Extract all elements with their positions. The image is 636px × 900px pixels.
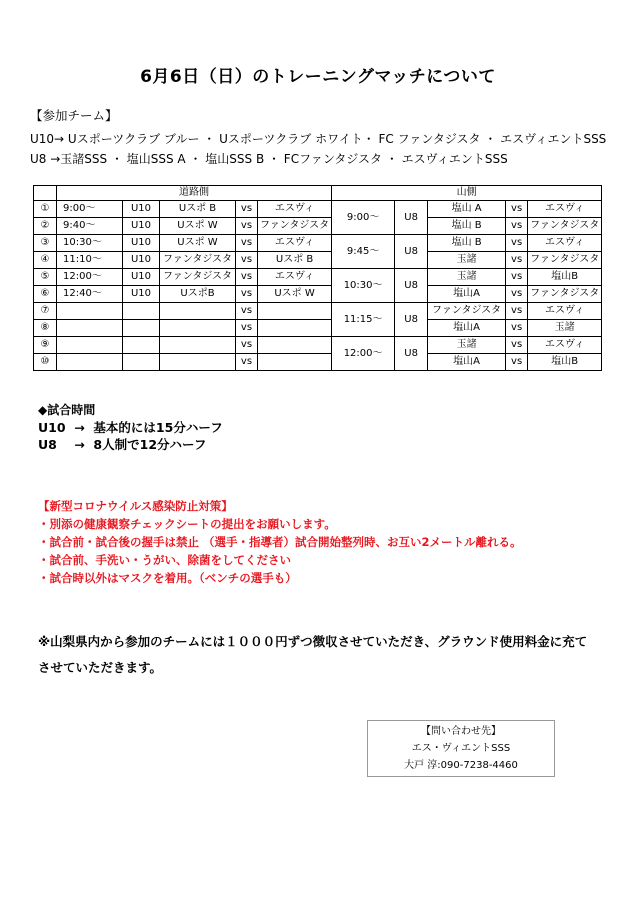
mountain-away-team: 塩山B bbox=[528, 269, 602, 286]
match-number: ⑤ bbox=[34, 269, 57, 286]
road-time bbox=[57, 337, 123, 354]
match-number: ⑥ bbox=[34, 286, 57, 303]
road-vs: vs bbox=[236, 201, 258, 218]
page-title: 6月6日（日）のトレーニングマッチについて bbox=[140, 67, 496, 87]
table-row bbox=[34, 286, 602, 303]
table-row bbox=[34, 337, 602, 354]
mountain-home-team: 玉諸 bbox=[428, 252, 506, 269]
mountain-vs: vs bbox=[506, 201, 528, 218]
table-row bbox=[34, 252, 602, 269]
road-category: U10 bbox=[123, 218, 160, 235]
road-vs: vs bbox=[236, 252, 258, 269]
road-time bbox=[57, 303, 123, 320]
road-category: U10 bbox=[123, 286, 160, 303]
match-time-u10: U10 → 基本的には15分ハーフ bbox=[38, 420, 223, 435]
mountain-home-team: 塩山 A bbox=[428, 201, 506, 218]
road-home-team: Uスポ W bbox=[160, 235, 236, 252]
mountain-category: U8 bbox=[395, 269, 428, 303]
schedule-table bbox=[33, 185, 602, 371]
mountain-vs: vs bbox=[506, 337, 528, 354]
table-row bbox=[34, 201, 602, 218]
mountain-away-team: ファンタジスタ bbox=[528, 286, 602, 303]
road-category: U10 bbox=[123, 269, 160, 286]
corner-cell bbox=[34, 186, 57, 201]
road-away-team: エスヴィ bbox=[258, 201, 332, 218]
mountain-vs: vs bbox=[506, 320, 528, 337]
mountain-vs: vs bbox=[506, 235, 528, 252]
match-number: ④ bbox=[34, 252, 57, 269]
road-home-team: ファンタジスタ bbox=[160, 269, 236, 286]
match-number: ① bbox=[34, 201, 57, 218]
road-away-team: ファンタジスタ bbox=[258, 218, 332, 235]
road-away-team: エスヴィ bbox=[258, 269, 332, 286]
mountain-home-team: ファンタジスタ bbox=[428, 303, 506, 320]
fee-note: ※山梨県内から参加のチームには１０００円ずつ徴収させていただき、グラウンド使用料金に充てさせていただきます。 bbox=[38, 634, 588, 675]
match-time-heading: ◆試合時間 bbox=[38, 403, 96, 417]
mountain-away-team: ファンタジスタ bbox=[528, 218, 602, 235]
covid-item: ・試合時以外はマスクを着用。（ベンチの選手も） bbox=[38, 571, 297, 585]
mountain-away-team: ファンタジスタ bbox=[528, 252, 602, 269]
mountain-vs: vs bbox=[506, 303, 528, 320]
covid-item: ・試合前、手洗い・うがい、除菌をしてください bbox=[38, 553, 291, 567]
road-vs: vs bbox=[236, 320, 258, 337]
covid-item: ・試合前・試合後の握手は禁止 （選手・指導者）試合開始整列時、お互い2メートル離れる。 bbox=[38, 535, 522, 549]
road-time bbox=[57, 354, 123, 371]
match-time-u8: U8 → 8人制で12分ハーフ bbox=[38, 437, 207, 452]
u10-teams: U10→ Uスポーツクラブ ブルー ・ Uスポーツクラブ ホワイト・ FC ファンタジスタ ・ エスヴィエントSSS bbox=[30, 132, 607, 146]
road-category: U10 bbox=[123, 252, 160, 269]
mountain-away-team: エスヴィ bbox=[528, 303, 602, 320]
road-time: 11:10～ bbox=[57, 252, 123, 269]
road-vs: vs bbox=[236, 337, 258, 354]
road-category bbox=[123, 320, 160, 337]
schedule-header-row bbox=[34, 186, 602, 201]
mountain-category: U8 bbox=[395, 337, 428, 371]
match-number: ⑩ bbox=[34, 354, 57, 371]
road-time: 9:00～ bbox=[57, 201, 123, 218]
table-row bbox=[34, 320, 602, 337]
road-time bbox=[57, 320, 123, 337]
mountain-vs: vs bbox=[506, 269, 528, 286]
road-category bbox=[123, 303, 160, 320]
road-time: 12:00～ bbox=[57, 269, 123, 286]
road-home-team bbox=[160, 337, 236, 354]
contact-heading: 【問い合わせ先】 bbox=[421, 726, 501, 737]
road-side-label: 道路側 bbox=[57, 186, 332, 201]
covid-heading: 【新型コロナウイルス感染防止対策】 bbox=[38, 499, 233, 513]
participants-heading: 【参加チーム】 bbox=[30, 108, 118, 123]
road-time: 10:30～ bbox=[57, 235, 123, 252]
match-number: ⑨ bbox=[34, 337, 57, 354]
mountain-home-team: 塩山 B bbox=[428, 218, 506, 235]
road-away-team: Uスポ B bbox=[258, 252, 332, 269]
road-vs: vs bbox=[236, 269, 258, 286]
table-row bbox=[34, 235, 602, 252]
road-vs: vs bbox=[236, 286, 258, 303]
mountain-vs: vs bbox=[506, 218, 528, 235]
road-vs: vs bbox=[236, 303, 258, 320]
road-home-team: Uスポ B bbox=[160, 201, 236, 218]
road-home-team bbox=[160, 303, 236, 320]
road-away-team: エスヴィ bbox=[258, 235, 332, 252]
contact-box bbox=[367, 720, 555, 777]
mountain-vs: vs bbox=[506, 286, 528, 303]
match-number: ② bbox=[34, 218, 57, 235]
road-home-team: UスポB bbox=[160, 286, 236, 303]
u8-teams: U8 →玉諸SSS ・ 塩山SSS A ・ 塩山SSS B ・ FCファンタジスタ ・ エスヴィエントSSS bbox=[30, 152, 508, 166]
mountain-category: U8 bbox=[395, 201, 428, 235]
mountain-side-label: 山側 bbox=[332, 186, 602, 201]
road-away-team bbox=[258, 320, 332, 337]
contact-org: エス・ヴィエントSSS bbox=[411, 743, 511, 754]
mountain-category: U8 bbox=[395, 303, 428, 337]
road-time: 12:40～ bbox=[57, 286, 123, 303]
mountain-time: 10:30～ bbox=[332, 269, 395, 303]
road-home-team bbox=[160, 320, 236, 337]
mountain-home-team: 塩山A bbox=[428, 286, 506, 303]
table-row bbox=[34, 303, 602, 320]
match-number: ⑧ bbox=[34, 320, 57, 337]
mountain-home-team: 塩山A bbox=[428, 354, 506, 371]
road-vs: vs bbox=[236, 354, 258, 371]
road-home-team bbox=[160, 354, 236, 371]
road-away-team bbox=[258, 354, 332, 371]
road-home-team: Uスポ W bbox=[160, 218, 236, 235]
road-away-team bbox=[258, 303, 332, 320]
mountain-home-team: 玉諸 bbox=[428, 337, 506, 354]
road-away-team: Uスポ W bbox=[258, 286, 332, 303]
match-number: ⑦ bbox=[34, 303, 57, 320]
road-home-team: ファンタジスタ bbox=[160, 252, 236, 269]
covid-item: ・別添の健康観察チェックシートの提出をお願いします。 bbox=[38, 517, 336, 531]
match-time-section bbox=[38, 402, 223, 453]
mountain-time: 11:15～ bbox=[332, 303, 395, 337]
mountain-time: 12:00～ bbox=[332, 337, 395, 371]
mountain-away-team: エスヴィ bbox=[528, 337, 602, 354]
table-row bbox=[34, 269, 602, 286]
road-category: U10 bbox=[123, 235, 160, 252]
mountain-home-team: 塩山A bbox=[428, 320, 506, 337]
covid-section bbox=[38, 497, 522, 587]
road-vs: vs bbox=[236, 235, 258, 252]
mountain-vs: vs bbox=[506, 252, 528, 269]
road-category bbox=[123, 354, 160, 371]
mountain-away-team: エスヴィ bbox=[528, 235, 602, 252]
road-away-team bbox=[258, 337, 332, 354]
mountain-time: 9:00～ bbox=[332, 201, 395, 235]
mountain-time: 9:45～ bbox=[332, 235, 395, 269]
match-number: ③ bbox=[34, 235, 57, 252]
road-time: 9:40～ bbox=[57, 218, 123, 235]
road-category bbox=[123, 337, 160, 354]
mountain-vs: vs bbox=[506, 354, 528, 371]
table-row bbox=[34, 354, 602, 371]
road-category: U10 bbox=[123, 201, 160, 218]
mountain-home-team: 玉諸 bbox=[428, 269, 506, 286]
mountain-away-team: エスヴィ bbox=[528, 201, 602, 218]
table-row bbox=[34, 218, 602, 235]
mountain-home-team: 塩山 B bbox=[428, 235, 506, 252]
contact-person: 大戸 淳:090-7238-4460 bbox=[404, 760, 518, 771]
mountain-away-team: 塩山B bbox=[528, 354, 602, 371]
mountain-away-team: 玉諸 bbox=[528, 320, 602, 337]
mountain-category: U8 bbox=[395, 235, 428, 269]
road-vs: vs bbox=[236, 218, 258, 235]
